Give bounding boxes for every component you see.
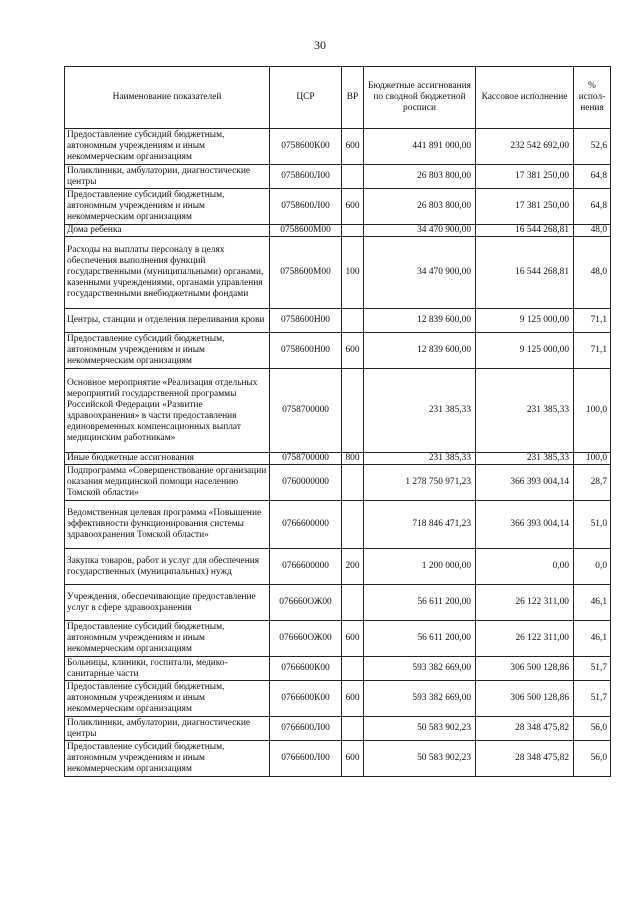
cell-pct: 71,1	[574, 309, 611, 333]
cell-pct: 64,8	[574, 165, 611, 189]
cell-cash: 26 122 311,00	[476, 585, 574, 621]
cell-assign: 50 583 902,23	[364, 717, 476, 741]
cell-assign: 231 385,33	[364, 369, 476, 453]
cell-assign: 593 382 669,00	[364, 657, 476, 681]
cell-pct: 48,0	[574, 225, 611, 237]
cell-vr	[342, 165, 364, 189]
cell-csr: 0758600Н00	[270, 309, 342, 333]
cell-assign: 56 611 200,00	[364, 621, 476, 657]
cell-vr: 600	[342, 129, 364, 165]
cell-vr	[342, 465, 364, 501]
cell-name: Больницы, клиники, госпитали, медико-санитарные части	[65, 657, 270, 681]
cell-name: Предоставление субсидий бюджетным, автономным учреждениям и иным некоммерческим организациям	[65, 741, 270, 777]
cell-pct: 100,0	[574, 369, 611, 453]
cell-name: Иные бюджетные ассигнования	[65, 453, 270, 465]
cell-cash: 231 385,33	[476, 453, 574, 465]
cell-csr: 0758600Н00	[270, 333, 342, 369]
cell-vr	[342, 309, 364, 333]
cell-assign: 26 803 800,00	[364, 189, 476, 225]
cell-csr: 0758600М00	[270, 225, 342, 237]
cell-csr: 0758600К00	[270, 129, 342, 165]
cell-assign: 593 382 669,00	[364, 681, 476, 717]
cell-vr: 600	[342, 621, 364, 657]
cell-cash: 16 544 268,81	[476, 237, 574, 309]
cell-pct: 51,0	[574, 501, 611, 549]
table-row	[65, 585, 611, 621]
table-header-row	[65, 67, 611, 129]
cell-pct: 56,0	[574, 717, 611, 741]
header-name: Наименование показателей	[65, 67, 270, 129]
cell-csr: 0758600М00	[270, 237, 342, 309]
cell-assign: 441 891 000,00	[364, 129, 476, 165]
cell-cash: 366 393 004,14	[476, 501, 574, 549]
cell-csr: 0758700000	[270, 453, 342, 465]
cell-name: Предоставление субсидий бюджетным, автономным учреждениям и иным некоммерческим организациям	[65, 189, 270, 225]
cell-cash: 28 348 475,82	[476, 741, 574, 777]
cell-csr: 0766600000	[270, 549, 342, 585]
page-number: 30	[314, 38, 326, 52]
cell-pct: 71,1	[574, 333, 611, 369]
header-pct: % испол-нения	[574, 67, 611, 129]
table-row	[65, 501, 611, 549]
cell-cash: 26 122 311,00	[476, 621, 574, 657]
cell-name: Предоставление субсидий бюджетным, автономным учреждениям и иным некоммерческим организациям	[65, 129, 270, 165]
cell-csr: 0758700000	[270, 369, 342, 453]
cell-pct: 51,7	[574, 681, 611, 717]
cell-cash: 9 125 000,00	[476, 309, 574, 333]
table-row	[65, 657, 611, 681]
cell-vr: 600	[342, 333, 364, 369]
cell-vr	[342, 501, 364, 549]
cell-vr	[342, 225, 364, 237]
cell-vr	[342, 657, 364, 681]
cell-assign: 26 803 800,00	[364, 165, 476, 189]
table-row	[65, 621, 611, 657]
table-row	[65, 465, 611, 501]
cell-cash: 0,00	[476, 549, 574, 585]
table-row	[65, 129, 611, 165]
cell-vr: 600	[342, 681, 364, 717]
cell-csr: 0758600Л00	[270, 165, 342, 189]
cell-csr: 076660ОЖ00	[270, 585, 342, 621]
cell-csr: 0758600Л00	[270, 189, 342, 225]
cell-vr: 600	[342, 189, 364, 225]
cell-csr: 076660ОЖ00	[270, 621, 342, 657]
cell-pct: 56,0	[574, 741, 611, 777]
cell-cash: 17 381 250,00	[476, 189, 574, 225]
cell-vr: 800	[342, 453, 364, 465]
table-row	[65, 681, 611, 717]
cell-cash: 306 500 128,86	[476, 657, 574, 681]
cell-name: Ведомственная целевая программа «Повышение эффективности функционирования системы здравоохранения Томской области»	[65, 501, 270, 549]
cell-csr: 0766600К00	[270, 681, 342, 717]
cell-pct: 48,0	[574, 237, 611, 309]
table-row	[65, 549, 611, 585]
cell-assign: 34 470 900,00	[364, 237, 476, 309]
cell-name: Поликлиники, амбулатории, диагностические центры	[65, 165, 270, 189]
table-row	[65, 225, 611, 237]
cell-cash: 306 500 128,86	[476, 681, 574, 717]
cell-assign: 718 846 471,23	[364, 501, 476, 549]
table-row	[65, 717, 611, 741]
cell-name: Основное мероприятие «Реализация отдельных мероприятий государственной программы Российской Федерации «Развитие здравоохранения» в части предоставления единовременных компенсационных выплат медицинским работникам»	[65, 369, 270, 453]
cell-assign: 1 278 750 971,23	[364, 465, 476, 501]
cell-csr: 0766600Л00	[270, 741, 342, 777]
cell-vr: 100	[342, 237, 364, 309]
cell-vr	[342, 717, 364, 741]
cell-csr: 0760000000	[270, 465, 342, 501]
cell-assign: 34 470 900,00	[364, 225, 476, 237]
cell-cash: 231 385,33	[476, 369, 574, 453]
cell-pct: 46,1	[574, 621, 611, 657]
cell-pct: 28,7	[574, 465, 611, 501]
header-csr: ЦСР	[270, 67, 342, 129]
cell-name: Дома ребенка	[65, 225, 270, 237]
cell-name: Расходы на выплаты персоналу в целях обеспечения выполнения функций государственными (муниципальными) органами, казенными учреждениями, органами управления государственными внебюджетными фондами	[65, 237, 270, 309]
header-vr: ВР	[342, 67, 364, 129]
cell-vr	[342, 369, 364, 453]
table-row	[65, 333, 611, 369]
cell-assign: 1 200 000,00	[364, 549, 476, 585]
cell-vr	[342, 585, 364, 621]
cell-name: Предоставление субсидий бюджетным, автономным учреждениям и иным некоммерческим организациям	[65, 333, 270, 369]
cell-pct: 51,7	[574, 657, 611, 681]
table-row	[65, 369, 611, 453]
cell-name: Учреждения, обеспечивающие предоставление услуг в сфере здравоохранения	[65, 585, 270, 621]
cell-assign: 56 611 200,00	[364, 585, 476, 621]
cell-pct: 100,0	[574, 453, 611, 465]
cell-cash: 232 542 692,00	[476, 129, 574, 165]
cell-csr: 0766600000	[270, 501, 342, 549]
table-row	[65, 741, 611, 777]
cell-name: Предоставление субсидий бюджетным, автономным учреждениям и иным некоммерческим организациям	[65, 621, 270, 657]
cell-assign: 231 385,33	[364, 453, 476, 465]
cell-cash: 16 544 268,81	[476, 225, 574, 237]
cell-vr: 600	[342, 741, 364, 777]
cell-name: Поликлиники, амбулатории, диагностические центры	[65, 717, 270, 741]
cell-name: Предоставление субсидий бюджетным, автономным учреждениям и иным некоммерческим организациям	[65, 681, 270, 717]
cell-csr: 0766600К00	[270, 657, 342, 681]
cell-name: Подпрограмма «Совершенствование организации оказания медицинской помощи населению Томской области»	[65, 465, 270, 501]
table-row	[65, 309, 611, 333]
table-row	[65, 165, 611, 189]
header-cash: Кассовое исполнение	[476, 67, 574, 129]
table-row	[65, 189, 611, 225]
cell-csr: 0766600Л00	[270, 717, 342, 741]
header-assign: Бюджетные ассигнования по сводной бюджетной росписи	[364, 67, 476, 129]
cell-cash: 17 381 250,00	[476, 165, 574, 189]
cell-assign: 50 583 902,23	[364, 741, 476, 777]
cell-pct: 64,8	[574, 189, 611, 225]
cell-assign: 12 839 600,00	[364, 309, 476, 333]
budget-execution-table	[64, 66, 611, 777]
cell-cash: 9 125 000,00	[476, 333, 574, 369]
cell-vr: 200	[342, 549, 364, 585]
cell-pct: 52,6	[574, 129, 611, 165]
cell-cash: 28 348 475,82	[476, 717, 574, 741]
cell-pct: 46,1	[574, 585, 611, 621]
cell-name: Центры, станции и отделения переливания крови	[65, 309, 270, 333]
table-row	[65, 453, 611, 465]
cell-cash: 366 393 004,14	[476, 465, 574, 501]
table-row	[65, 237, 611, 309]
cell-assign: 12 839 600,00	[364, 333, 476, 369]
cell-pct: 0,0	[574, 549, 611, 585]
cell-name: Закупка товаров, работ и услуг для обеспечения государственных (муниципальных) нужд	[65, 549, 270, 585]
